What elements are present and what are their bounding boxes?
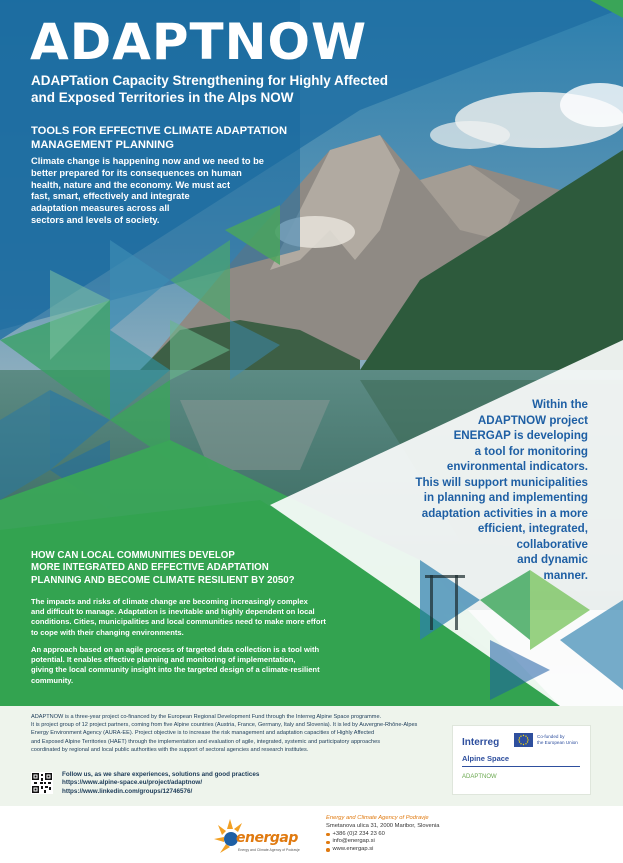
tools-heading-line: TOOLS FOR EFFECTIVE CLIMATE ADAPTATION <box>31 125 288 137</box>
question-paragraph-1 <box>31 597 501 638</box>
project-note-line: and dynamic <box>517 553 588 566</box>
intro-line: fast, smart, effectively and integrate <box>31 191 190 202</box>
paragraph-line: An approach based on an agile process of targeted data collection is a tool with <box>31 645 320 654</box>
cofunded-text <box>537 734 587 745</box>
divider <box>462 766 580 767</box>
project-note-line: collaborative <box>516 537 588 551</box>
description-line: and Exposed Alpine Territories (HAET) through the implementation and evaluation of agile, integrated, systemic and participatory approaches <box>31 738 381 745</box>
question-heading-line: HOW CAN LOCAL COMMUNITIES DEVELOP <box>31 550 235 561</box>
intro-paragraph <box>31 156 293 227</box>
cofunded-line: Co-funded by <box>537 734 565 739</box>
intro-line: health, nature and the economy. We must act <box>31 179 231 190</box>
energap-logo-text: energap <box>236 830 298 846</box>
intro-line: sectors and levels of society. <box>31 214 160 225</box>
interreg-logo-box <box>452 725 591 795</box>
intro-line: better prepared for its consequences on human <box>31 167 242 178</box>
subtitle-line: ADAPTation Capacity Strengthening for Highly Affected <box>31 73 389 88</box>
intro-line: Climate change is happening now and we need to be <box>31 156 264 166</box>
paragraph-line: The impacts and risks of climate change are becoming increasingly complex <box>31 597 308 606</box>
tools-heading <box>31 124 321 152</box>
project-note-line: This will support municipalities <box>415 475 588 489</box>
agency-name: Energy and Climate Agency of Podravje <box>326 815 429 821</box>
project-note-line: efficient, integrated, <box>477 522 588 535</box>
project-label: ADAPTNOW <box>462 774 497 780</box>
intro-line: adaptation measures across all <box>31 203 170 214</box>
description-line: coordinated by regional and local public authorities with the support of sectoral agencies and research institutes. <box>31 746 309 753</box>
project-note-line: in planning and implementing <box>423 491 588 504</box>
paragraph-line: potential. It enables effective planning and monitoring of implementation, <box>31 655 296 665</box>
paragraph-line: giving the local community insight into the targeted design of a climate-resilient <box>31 665 320 675</box>
poster-title: ADAPTNOW <box>30 13 368 71</box>
question-heading <box>31 550 371 587</box>
description-line: ADAPTNOW is a three-year project co-financed by the European Regional Development Fund through the Interreg Alpine Space programme. <box>31 714 382 720</box>
project-description <box>31 713 431 754</box>
web-row <box>326 846 439 854</box>
project-note-line: a tool for monitoring <box>474 444 588 458</box>
interreg-logo: Interreg <box>462 737 500 748</box>
description-line: It is project group of 12 project partners, coming from five Alpine countries (Austria, France, Germany, Italy and Slovenia). It is led by Auvergne-Rhône-Alpes <box>31 722 418 729</box>
paragraph-line: community. <box>31 675 74 685</box>
address: Smetanova ulica 31, 2000 Maribor, Slovenia <box>326 822 440 829</box>
paragraph-line: conditions. Cities, municipalities and local communities need to make more effort <box>31 617 326 627</box>
eu-flag-icon <box>514 733 533 747</box>
energap-tagline: Energy and Climate Agency of Podravje <box>238 848 300 852</box>
programme-name: Alpine Space <box>462 754 510 763</box>
follow-block <box>62 771 259 796</box>
question-heading-line: PLANNING AND BECOME CLIMATE RESILIENT BY 2050? <box>31 574 295 586</box>
subtitle-line: and Exposed Territories in the Alps NOW <box>31 90 294 105</box>
poster-subtitle <box>31 72 391 106</box>
cofunded-line: the European Union <box>537 739 578 745</box>
paragraph-line: to cope with their changing environments. <box>31 627 184 637</box>
project-note-line: adaptation activities in a more <box>421 506 588 520</box>
email-row <box>326 838 439 846</box>
website[interactable]: www.energap.si <box>332 846 374 853</box>
description-line: Energy Environment Agency (AURA-EE). Project objective is to increase the risk management and adaptation capacities of Highly Affected <box>31 730 375 737</box>
phone-row <box>326 831 439 839</box>
phone: +386 (0)2 234 23 60 <box>332 830 385 837</box>
project-note-line: Within the <box>532 398 588 411</box>
question-heading-line: MORE INTEGRATED AND EFFECTIVE ADAPTATION <box>31 562 269 574</box>
project-note-line: ENERGAP is developing <box>453 429 588 442</box>
contact-block <box>326 815 439 854</box>
follow-text: Follow us, as we share experiences, solutions and good practices <box>62 771 260 778</box>
email-icon <box>326 841 330 845</box>
project-note-line: environmental indicators. <box>446 460 588 473</box>
qr-code-icon[interactable] <box>31 772 53 794</box>
project-note-line: ADAPTNOW project <box>477 413 588 427</box>
project-note-line: manner. <box>543 568 588 582</box>
question-paragraph-2 <box>31 645 501 686</box>
paragraph-line: and difficult to manage. Adaptation is inevitable and highly dependent on local <box>31 607 315 617</box>
link-alpine-space[interactable]: https://www.alpine-space.eu/project/adaptnow/ <box>62 779 203 787</box>
tools-heading-line: MANAGEMENT PLANNING <box>31 139 174 151</box>
phone-icon <box>326 833 330 837</box>
web-icon <box>326 848 330 852</box>
email[interactable]: info@energap.si <box>332 838 375 845</box>
link-linkedin[interactable]: https://www.linkedin.com/groups/12746576/ <box>62 787 193 795</box>
